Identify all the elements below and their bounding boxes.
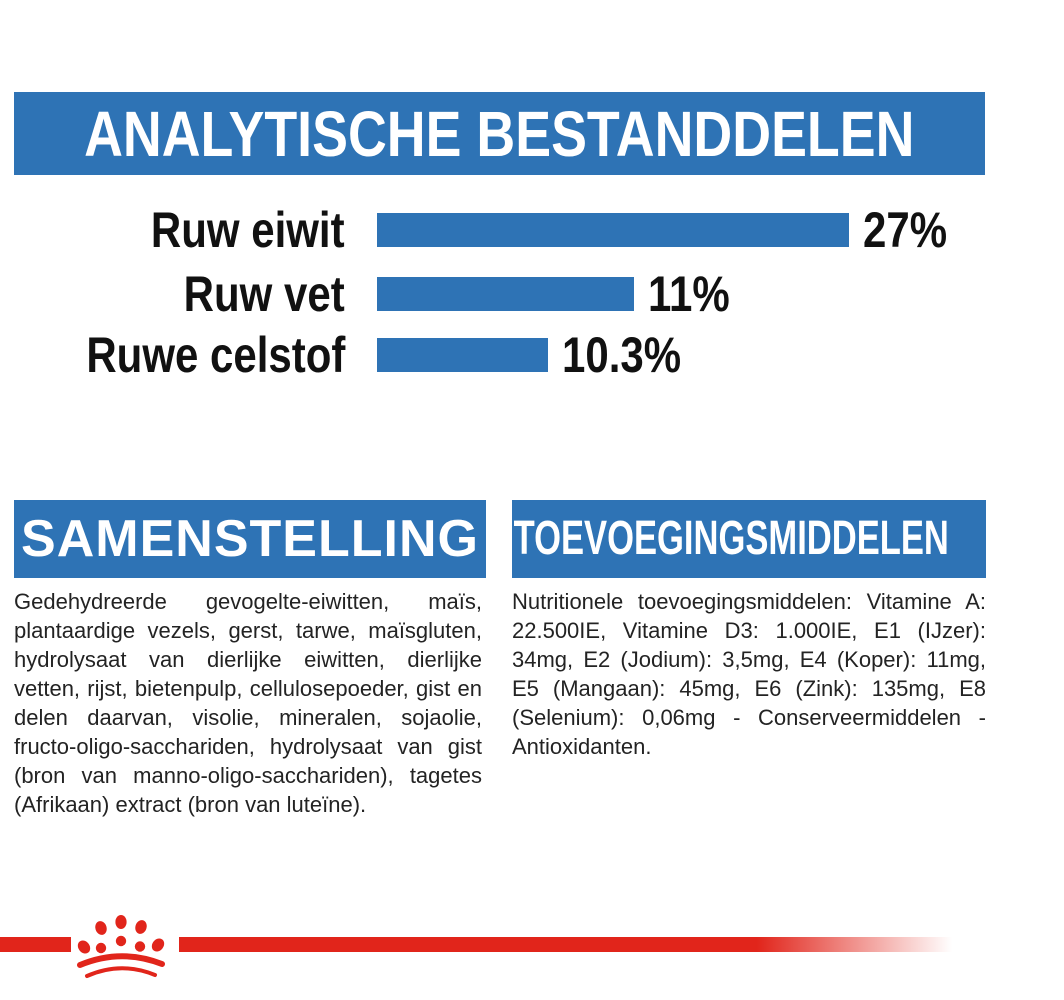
- chart-row-value: 27%: [863, 202, 948, 258]
- royal-canin-crown-paw-logo: [71, 910, 171, 986]
- footer-accent-bar-right-fading: [179, 937, 960, 952]
- toevoegingsmiddelen-title: TOEVOEGINGSMIDDELEN: [513, 512, 949, 565]
- chart-row-label: Ruwe celstof: [85, 327, 345, 383]
- chart-bar: [377, 338, 548, 372]
- chart-row-label: Ruw eiwit: [151, 202, 345, 258]
- chart-row: [0, 202, 1000, 258]
- chart-row-value: 10.3%: [562, 327, 682, 383]
- chart-row-label: Ruw vet: [183, 266, 345, 322]
- chart-row: [0, 266, 1000, 322]
- samenstelling-header-band: [14, 500, 486, 578]
- samenstelling-body-text: Gedehydreerde gevogelte-eiwitten, maïs, plantaardige vezels, gerst, tarwe, maïsgluten, hydrolysaat van dierlijke eiwitten, dierlijke vetten, rijst, bietenpulp, cellulosepoeder, gist en delen daarvan, visolie, mineralen, sojaolie, fructo-oligo-sacchariden, hydrolysaat van gist (bron van manno-oligo-sacchariden), tagetes (Afrikaan) extract (bron van luteïne).: [14, 589, 482, 817]
- toevoegingsmiddelen-unit: (/kg): [1010, 529, 1064, 562]
- toevoegingsmiddelen-header-band: [512, 500, 1064, 578]
- chart-bar: [377, 213, 849, 247]
- toevoegingsmiddelen-body-text: Nutritionele toevoegingsmiddelen: Vitamine A: 22.500IE, Vitamine D3: 1.000IE, E1 (IJzer): 34mg, E2 (Jodium): 3,5mg, E4 (Koper): 11mg, E5 (Mangaan): 45mg, E6 (Zink): 135mg, E8 (Selenium): 0,06mg - Conserveermiddelen - Antioxidanten.: [512, 589, 986, 759]
- analytics-title: ANALYTISCHE BESTANDDELEN: [84, 97, 915, 170]
- chart-row-value: 11%: [648, 266, 730, 322]
- samenstelling-title: SAMENSTELLING: [21, 510, 479, 568]
- analytics-header-band: [14, 92, 985, 175]
- chart-bar: [377, 277, 634, 311]
- footer-accent-bar-left: [0, 937, 71, 952]
- chart-row: [0, 327, 1000, 383]
